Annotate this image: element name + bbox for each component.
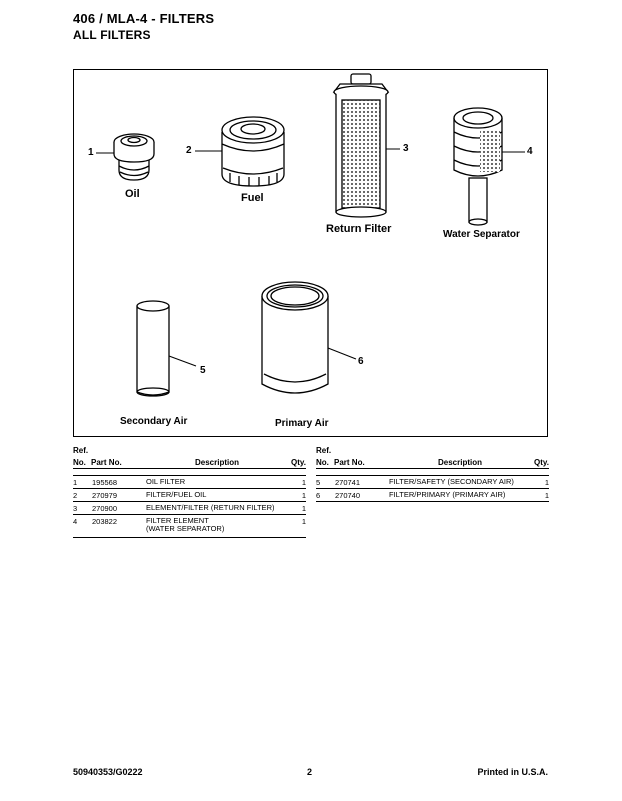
callout-2: 2 (186, 145, 192, 156)
description-cell: OIL FILTER (146, 477, 186, 486)
qty-header: Qty. (291, 458, 306, 467)
qty-header: Qty. (534, 458, 549, 467)
qty-cell: 1 (301, 491, 306, 500)
table-row (73, 515, 306, 538)
ref-cell: 4 (73, 517, 78, 526)
fuel-filter-drawing (222, 117, 284, 186)
part-header: Part No. (334, 458, 365, 467)
document-number: 50940353/G0222 (73, 767, 143, 777)
description-cell: FILTER/FUEL OIL (146, 490, 207, 499)
callout-5: 5 (200, 365, 206, 376)
callout-1: 1 (88, 147, 94, 158)
part-cell: 203822 (92, 517, 118, 526)
caption-fuel: Fuel (241, 192, 264, 204)
part-header: Part No. (91, 458, 122, 467)
return-filter-drawing (334, 74, 388, 217)
caption-primary-air: Primary Air (275, 418, 329, 429)
description-header: Description (195, 458, 240, 467)
table-header (73, 446, 306, 469)
caption-oil: Oil (125, 188, 140, 200)
table-row (73, 475, 306, 489)
primary-air-drawing (262, 282, 328, 393)
part-cell: 195568 (92, 478, 118, 487)
part-cell: 270900 (92, 504, 118, 513)
caption-water-separator: Water Separator (443, 229, 520, 240)
caption-return-filter: Return Filter (326, 223, 392, 235)
qty-cell: 1 (301, 504, 306, 513)
table-row (73, 489, 306, 502)
parts-table-right (316, 446, 549, 502)
filters-illustration (73, 69, 548, 437)
printed-note: Printed in U.S.A. (477, 767, 548, 777)
ref-header: Ref. (316, 446, 332, 455)
page-subtitle: ALL FILTERS (73, 28, 151, 42)
description-cell: FILTER ELEMENT (WATER SEPARATOR) (146, 516, 225, 533)
description-cell: FILTER/SAFETY (SECONDARY AIR) (389, 477, 514, 486)
qty-cell: 1 (301, 478, 306, 487)
page-number: 2 (307, 767, 313, 777)
ref-cell: 1 (73, 478, 78, 487)
part-cell: 270741 (335, 478, 361, 487)
description-cell: FILTER/PRIMARY (PRIMARY AIR) (389, 490, 506, 499)
qty-cell: 1 (301, 517, 306, 526)
callout-3: 3 (403, 143, 409, 154)
secondary-air-drawing (137, 301, 169, 396)
ref-cell: 3 (73, 504, 78, 513)
table-row (316, 489, 549, 502)
ref-cell: 6 (316, 491, 321, 500)
qty-cell: 1 (544, 491, 549, 500)
ref-cell: 5 (316, 478, 321, 487)
page-title: 406 / MLA-4 - FILTERS (73, 11, 215, 26)
water-separator-drawing (454, 108, 502, 225)
oil-filter-drawing (114, 134, 154, 180)
part-cell: 270979 (92, 491, 118, 500)
description-header: Description (438, 458, 483, 467)
table-header (316, 446, 549, 469)
no-header: No. (73, 458, 86, 467)
ref-cell: 2 (73, 491, 78, 500)
filters-drawing (74, 70, 549, 438)
part-cell: 270740 (335, 491, 361, 500)
parts-table-left (73, 446, 306, 538)
qty-cell: 1 (544, 478, 549, 487)
description-cell: ELEMENT/FILTER (RETURN FILTER) (146, 503, 275, 512)
table-row (73, 502, 306, 515)
ref-header: Ref. (73, 446, 89, 455)
callout-6: 6 (358, 356, 364, 367)
callout-4: 4 (527, 146, 533, 157)
caption-secondary-air: Secondary Air (120, 416, 188, 427)
no-header: No. (316, 458, 329, 467)
table-row (316, 475, 549, 489)
